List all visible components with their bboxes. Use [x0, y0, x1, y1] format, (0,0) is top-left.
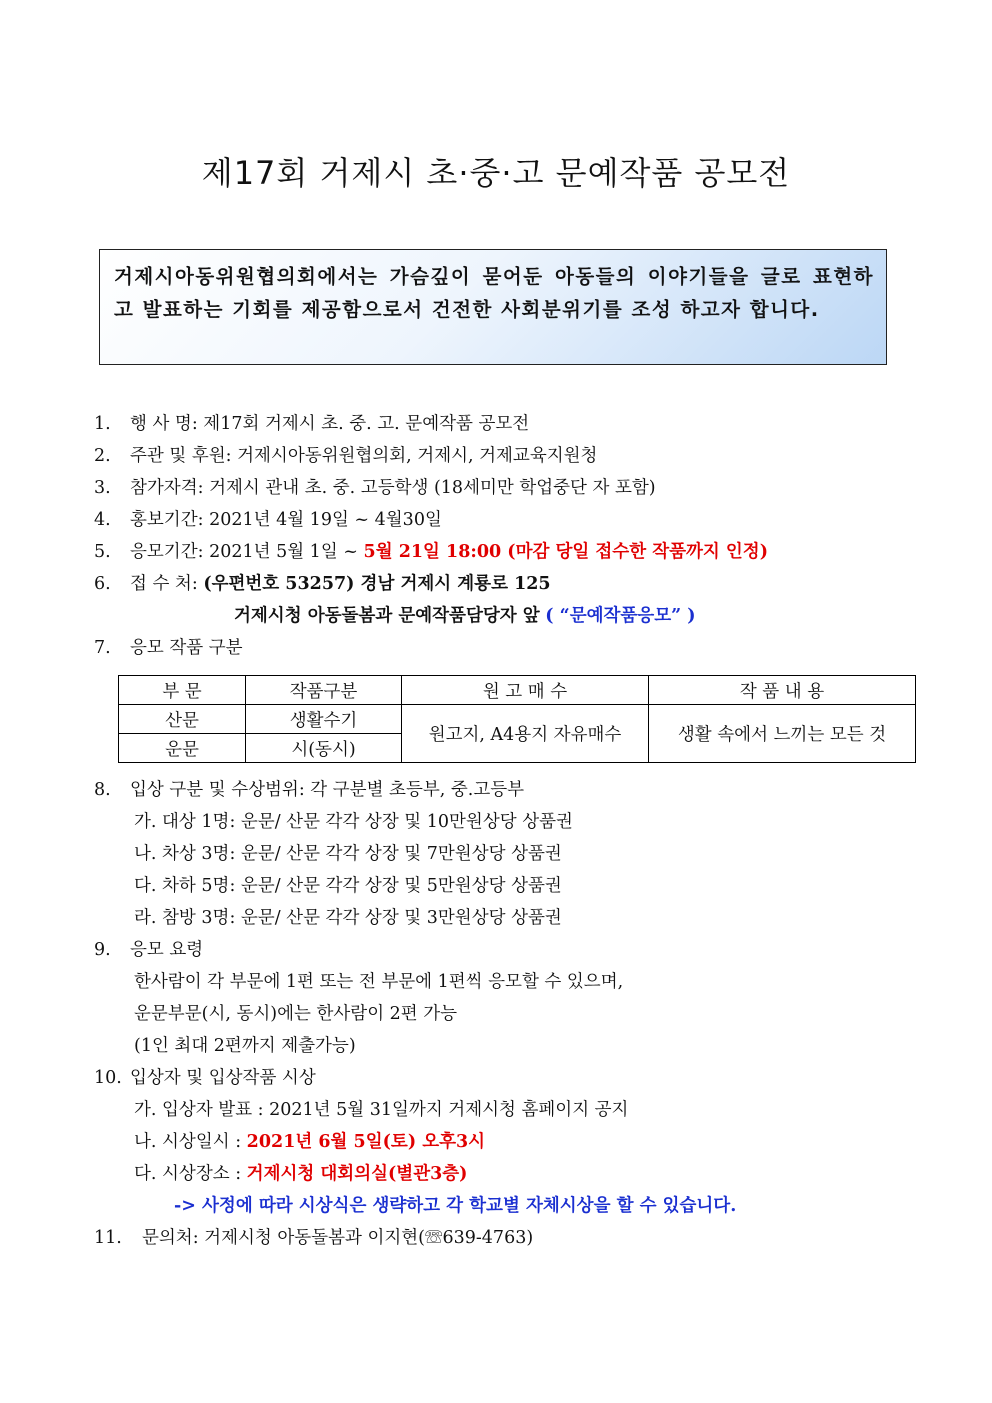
ceremony-date-line: [134, 1130, 485, 1154]
category-table: [118, 675, 916, 763]
item-text: 문의처: 거제시청 아동돌봄과 이지현(☏639-4763): [142, 1228, 534, 1248]
table-cell: 생활 속에서 느끼는 모든 것: [649, 705, 916, 763]
prize-line: 나. 차상 3명: 운문/ 산문 각각 상장 및 7만원상당 상품권: [134, 844, 562, 864]
item-number: 3.: [94, 478, 111, 498]
recipient-line: [234, 604, 696, 628]
table-cell: 산문: [119, 705, 246, 734]
item-number: 7.: [94, 638, 111, 658]
item-number: 1.: [94, 414, 111, 434]
recipient: 거제시청 아동돌봄과 문예작품담당자 앞: [234, 606, 540, 626]
item-7: [94, 636, 243, 660]
table-cell: 시(동시): [246, 734, 402, 763]
guideline-line: (1인 최대 2편까지 제출가능): [134, 1036, 356, 1056]
table-header: 작품구분: [246, 676, 402, 705]
item-10: [94, 1066, 316, 1090]
intro-box: 거제시아동위원협의회에서는 가슴깊이 묻어둔 아동들의 이야기들을 글로 표현하고 발표하는 기회를 제공함으로서 건전한 사회분위기를 조성 하고자 합니다.: [99, 249, 887, 365]
table-header: 원 고 매 수: [402, 676, 649, 705]
item-number: 11.: [94, 1228, 122, 1248]
item-3: [94, 476, 656, 500]
ceremony-notice: -> 사정에 따라 시상식은 생략하고 각 학교별 자체시상을 할 수 있습니다.: [174, 1196, 737, 1216]
item-number: 10.: [94, 1068, 122, 1088]
item-8: [94, 778, 524, 802]
item-number: 5.: [94, 542, 111, 562]
ceremony-place-line: [134, 1162, 467, 1186]
table-cell: 원고지, A4용지 자유매수: [402, 705, 649, 763]
item-text: 입상자 및 입상작품 시상: [130, 1068, 316, 1088]
envelope-note: ( “문예작품응모” ): [545, 606, 696, 626]
item-6: [94, 572, 551, 596]
table-header: 작 품 내 용: [649, 676, 916, 705]
item-number: 2.: [94, 446, 111, 466]
prize-line: 가. 대상 1명: 운문/ 산문 각각 상장 및 10만원상당 상품권: [134, 812, 573, 832]
item-number: 4.: [94, 510, 111, 530]
item-label: 접 수 처:: [130, 574, 204, 594]
item-5: [94, 540, 768, 564]
item-text: 행 사 명: 제17회 거제시 초. 중. 고. 문예작품 공모전: [130, 414, 530, 434]
item-11: [94, 1226, 533, 1250]
table-row: [119, 705, 916, 734]
ceremony-date: 2021년 6월 5일(토) 오후3시: [246, 1132, 486, 1152]
item-text: 참가자격: 거제시 관내 초. 중. 고등학생 (18세미만 학업중단 자 포함): [130, 478, 656, 498]
item-4: [94, 508, 442, 532]
table-cell: 운문: [119, 734, 246, 763]
ceremony-date-label: 나. 시상일시 :: [134, 1132, 247, 1152]
prize-line: 라. 참방 3명: 운문/ 산문 각각 상장 및 3만원상당 상품권: [134, 908, 562, 928]
address: (우편번호 53257) 경남 거제시 계룡로 125: [203, 574, 551, 594]
guideline-line: 한사람이 각 부문에 1편 또는 전 부문에 1편씩 응모할 수 있으며,: [134, 972, 624, 992]
prize-line: 다. 차하 5명: 운문/ 산문 각각 상장 및 5만원상당 상품권: [134, 876, 562, 896]
item-text: 주관 및 후원: 거제시아동위원협의회, 거제시, 거제교육지원청: [130, 446, 598, 466]
item-text: 응모기간: 2021년 5월 1일 ~: [130, 542, 364, 562]
item-9: [94, 938, 203, 962]
item-text: 입상 구분 및 수상범위: 각 구분별 초등부, 중.고등부: [130, 780, 525, 800]
table-cell: 생활수기: [246, 705, 402, 734]
table-header-row: [119, 676, 916, 705]
announcement-line: 가. 입상자 발표 : 2021년 5월 31일까지 거제시청 홈페이지 공지: [134, 1100, 629, 1120]
ceremony-place-label: 다. 시상장소 :: [134, 1164, 247, 1184]
item-2: [94, 444, 597, 468]
item-1: [94, 412, 529, 436]
item-number: 6.: [94, 574, 111, 594]
item-text: 응모 요령: [130, 940, 204, 960]
page-title: 제17회 거제시 초·중·고 문예작품 공모전: [201, 154, 791, 192]
table-header: 부 문: [119, 676, 246, 705]
ceremony-place: 거제시청 대회의실(별관3층): [246, 1164, 468, 1184]
item-text: 응모 작품 구분: [130, 638, 243, 658]
item-number: 8.: [94, 780, 111, 800]
guideline-line: 운문부문(시, 동시)에는 한사람이 2편 가능: [134, 1004, 458, 1024]
item-number: 9.: [94, 940, 111, 960]
item-text: 홍보기간: 2021년 4월 19일 ~ 4월30일: [130, 510, 442, 530]
deadline-highlight: 5월 21일 18:00 (마감 당일 접수한 작품까지 인정): [363, 542, 768, 562]
